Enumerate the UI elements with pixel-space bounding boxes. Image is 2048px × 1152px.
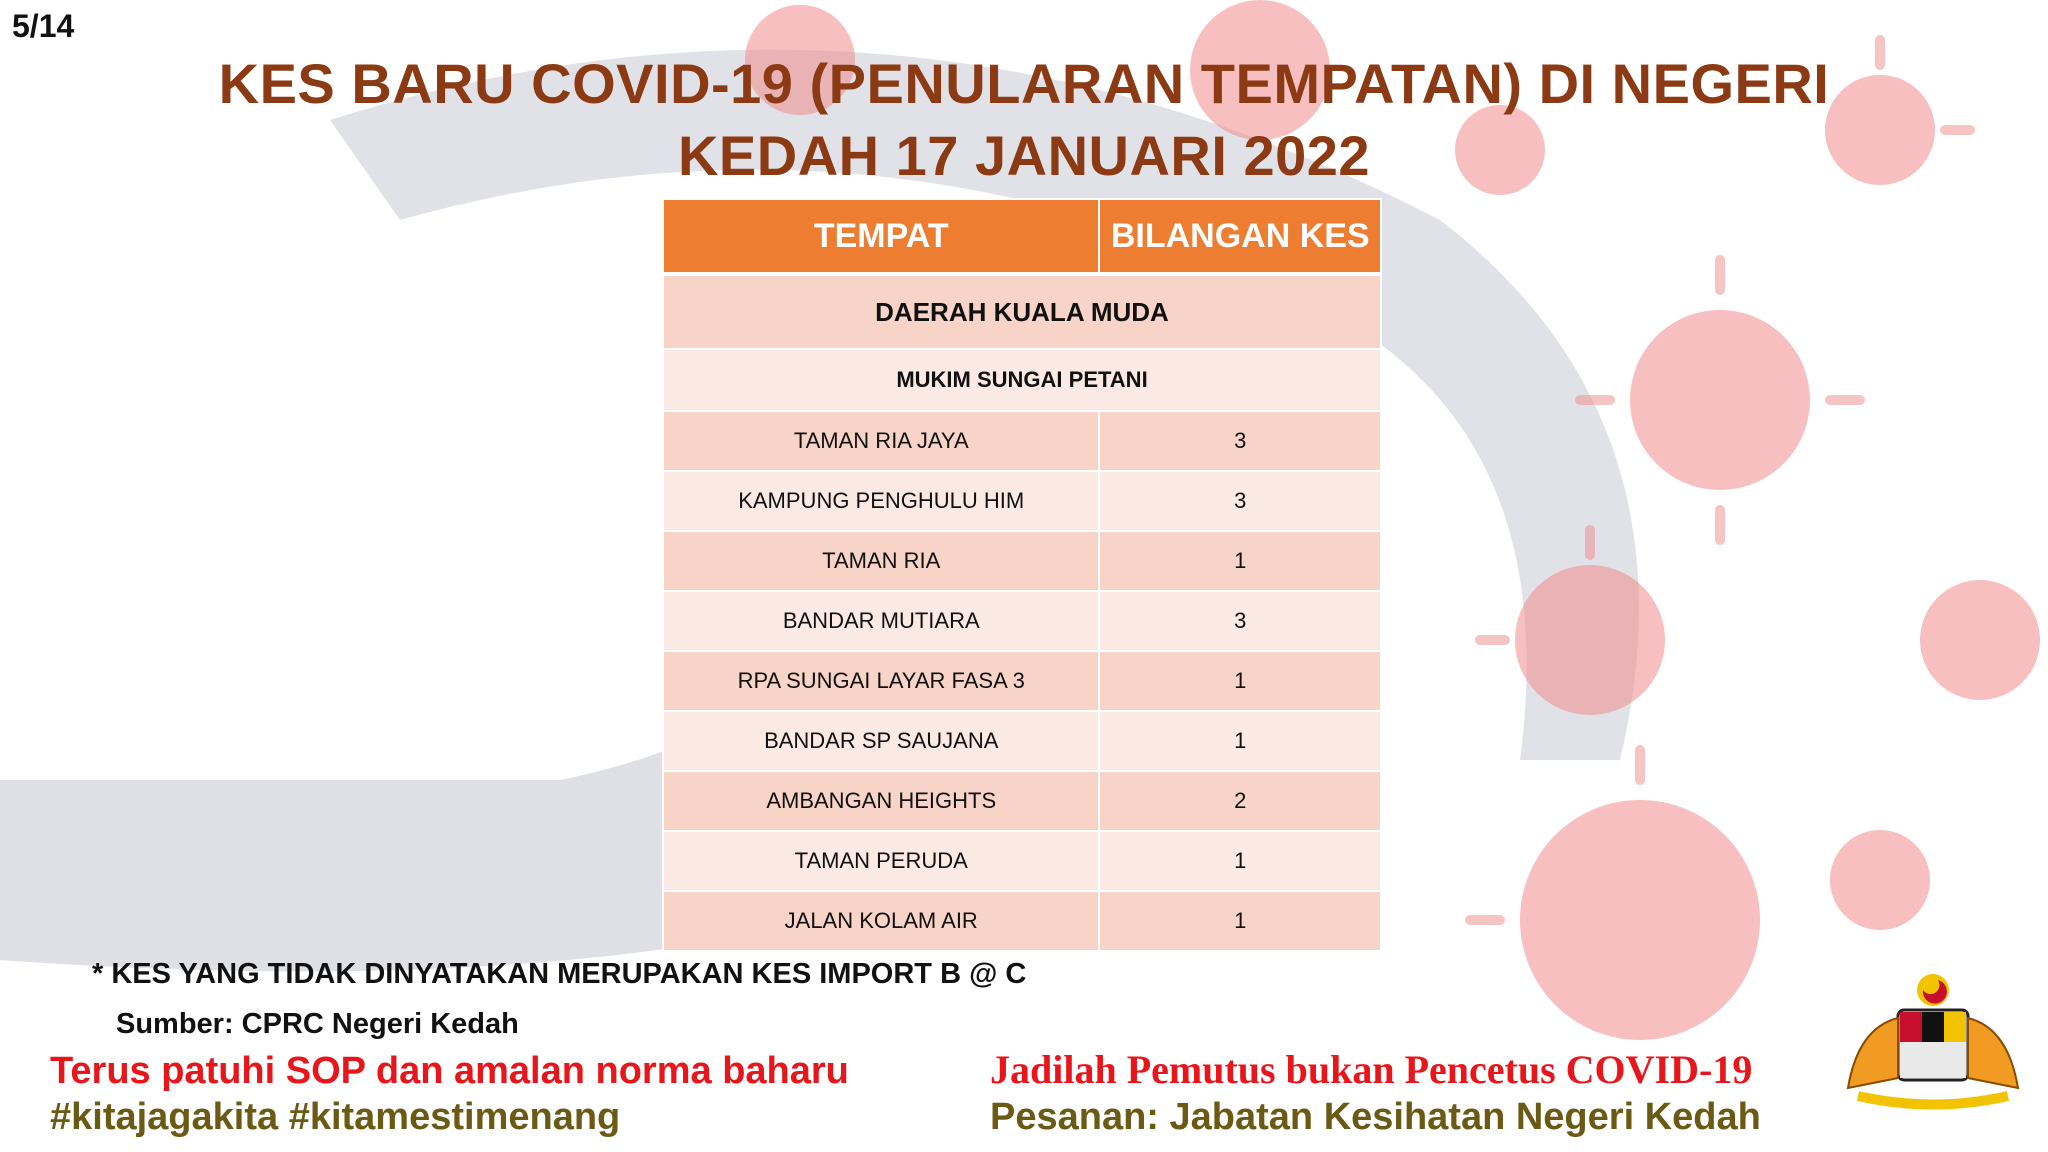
table-row — [663, 891, 1381, 951]
title-line-1: KES BARU COVID-19 (PENULARAN TEMPATAN) DI NEGERI — [218, 52, 1830, 115]
place-cell: AMBANGAN HEIGHTS — [663, 771, 1099, 831]
mukim-row — [663, 349, 1381, 411]
mukim-name: MUKIM SUNGAI PETANI — [663, 349, 1381, 411]
place-cell: KAMPUNG PENGHULU HIM — [663, 471, 1099, 531]
table-row — [663, 711, 1381, 771]
cases-cell: 1 — [1099, 831, 1381, 891]
place-cell: TAMAN RIA — [663, 531, 1099, 591]
table-row — [663, 411, 1381, 471]
sop-reminder: Terus patuhi SOP dan amalan norma baharu — [50, 1050, 849, 1092]
place-cell: TAMAN PERUDA — [663, 831, 1099, 891]
table-row — [663, 531, 1381, 591]
cases-cell: 1 — [1099, 711, 1381, 771]
cases-cell: 1 — [1099, 891, 1381, 951]
place-cell: RPA SUNGAI LAYAR FASA 3 — [663, 651, 1099, 711]
footnote: * KES YANG TIDAK DINYATAKAN MERUPAKAN KES IMPORT B @ C — [92, 958, 1027, 990]
cases-cell: 1 — [1099, 651, 1381, 711]
source-text: Sumber: CPRC Negeri Kedah — [116, 1008, 519, 1040]
table-row — [663, 771, 1381, 831]
district-name: DAERAH KUALA MUDA — [663, 274, 1381, 349]
cases-table — [662, 198, 1382, 952]
page-title — [160, 48, 1888, 192]
message-text: Pesanan: Jabatan Kesihatan Negeri Kedah — [990, 1096, 1761, 1138]
table-row — [663, 651, 1381, 711]
place-cell: BANDAR MUTIARA — [663, 591, 1099, 651]
page-number: 5/14 — [12, 8, 75, 44]
header-tempat: TEMPAT — [663, 199, 1099, 274]
cases-cell: 3 — [1099, 411, 1381, 471]
place-cell: JALAN KOLAM AIR — [663, 891, 1099, 951]
cases-cell: 3 — [1099, 471, 1381, 531]
cases-cell: 2 — [1099, 771, 1381, 831]
cases-cell: 1 — [1099, 531, 1381, 591]
table-header-row — [663, 199, 1381, 274]
table-row — [663, 471, 1381, 531]
title-line-2: KEDAH 17 JANUARI 2022 — [677, 124, 1371, 187]
coat-of-arms-logo — [1828, 968, 2038, 1118]
table-row — [663, 591, 1381, 651]
slogan: Jadilah Pemutus bukan Pencetus COVID-19 — [990, 1047, 1753, 1092]
table-row — [663, 831, 1381, 891]
header-bilangan-kes: BILANGAN KES — [1099, 199, 1381, 274]
place-cell: BANDAR SP SAUJANA — [663, 711, 1099, 771]
district-row — [663, 274, 1381, 349]
hashtags: #kitajagakita #kitamestimenang — [50, 1096, 621, 1138]
place-cell: TAMAN RIA JAYA — [663, 411, 1099, 471]
cases-cell: 3 — [1099, 591, 1381, 651]
